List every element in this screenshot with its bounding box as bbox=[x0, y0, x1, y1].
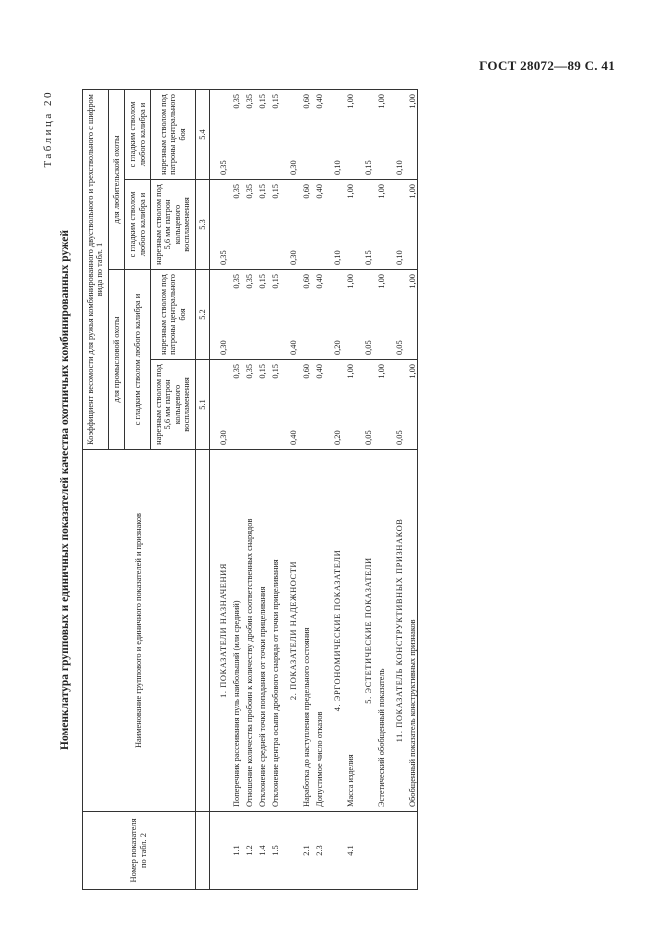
indicator-name: Отношение количества пробоин к количеству дробин соответственных снарядов bbox=[241, 450, 254, 812]
group-coefficient: 0,30 bbox=[218, 340, 228, 355]
coefficient-cell bbox=[373, 270, 386, 360]
section-row bbox=[324, 90, 342, 890]
coefficient-cell bbox=[324, 270, 342, 360]
header-rifled-rimfire-b: нарезным стволом под 5,6 мм патрон кольцевого воспламенения bbox=[151, 180, 196, 270]
group-coefficient: 0,15 bbox=[363, 160, 373, 175]
coefficient-cell bbox=[324, 360, 342, 450]
group-coefficient: 0,35 bbox=[218, 250, 228, 265]
coefficient-cell bbox=[210, 90, 229, 180]
coefficient-cell bbox=[267, 90, 280, 180]
coefficient-cell bbox=[311, 180, 324, 270]
header-number: Номер показателя по табл. 2 bbox=[83, 812, 196, 890]
section-title: 1. ПОКАЗАТЕЛИ НАЗНАЧЕНИЯ bbox=[210, 450, 229, 812]
coefficient-cell bbox=[241, 360, 254, 450]
group-coefficient: 0,40 bbox=[288, 340, 298, 355]
coefficient-cell bbox=[254, 90, 267, 180]
row-number: 1.1 bbox=[228, 812, 241, 890]
coefficient-cell bbox=[298, 90, 311, 180]
item-coefficient: 0,60 bbox=[301, 274, 311, 289]
coefficient-cell bbox=[373, 90, 386, 180]
header-code: 5.1 bbox=[195, 360, 209, 450]
coefficient-cell bbox=[311, 270, 324, 360]
coefficient-cell bbox=[404, 360, 418, 450]
item-coefficient: 0,15 bbox=[270, 94, 280, 109]
coefficient-cell bbox=[386, 360, 404, 450]
header-smooth-bore-1: с гладким стволом любого калибра и bbox=[125, 270, 151, 450]
header-smooth-bore-2: с гладким стволом любого калибра и bbox=[125, 180, 151, 270]
coefficient-cell bbox=[210, 270, 229, 360]
group-coefficient: 0,15 bbox=[363, 250, 373, 265]
item-coefficient: 1,00 bbox=[376, 184, 386, 199]
coefficient-cell bbox=[280, 90, 298, 180]
coefficient-cell bbox=[298, 180, 311, 270]
item-coefficient: 0,35 bbox=[244, 94, 254, 109]
group-coefficient: 0,10 bbox=[332, 160, 342, 175]
coefficient-cell bbox=[280, 360, 298, 450]
coefficient-cell bbox=[373, 360, 386, 450]
coefficient-cell bbox=[210, 180, 229, 270]
indicator-name: Отклонение средней точки попадания от точки прицеливания bbox=[254, 450, 267, 812]
coefficient-cell bbox=[386, 270, 404, 360]
row-number: 2.3 bbox=[311, 812, 324, 890]
header-code: 5.4 bbox=[195, 90, 209, 180]
coefficient-cell bbox=[254, 270, 267, 360]
coefficient-cell bbox=[228, 90, 241, 180]
row-number: 1.2 bbox=[241, 812, 254, 890]
section-title: 5. ЭСТЕТИЧЕСКИЕ ПОКАЗАТЕЛИ bbox=[355, 450, 373, 812]
coefficient-cell bbox=[241, 90, 254, 180]
section-row bbox=[280, 90, 298, 890]
header-amateur-hunting: для любительской охоты bbox=[108, 90, 124, 270]
item-coefficient: 0,15 bbox=[257, 274, 267, 289]
coefficient-cell bbox=[311, 90, 324, 180]
row-number: 2.1 bbox=[298, 812, 311, 890]
row-number bbox=[210, 812, 229, 890]
coefficient-cell bbox=[280, 270, 298, 360]
table-label: Таблица 20 bbox=[42, 90, 54, 168]
coefficient-cell bbox=[324, 90, 342, 180]
table-body bbox=[210, 90, 418, 890]
header-coefficient: Коэффициент весомости для ружья комбинированного двуствольного и трехствольного с шифром вида по табл. 1 bbox=[83, 90, 109, 450]
group-coefficient: 0,10 bbox=[332, 250, 342, 265]
coefficient-cell bbox=[241, 180, 254, 270]
coefficient-table bbox=[82, 89, 418, 890]
header-name: Наименование группового и единичного показателей и признаков bbox=[83, 450, 196, 812]
header-rifled-rimfire: нарезным стволом под 5,6 мм патрон кольцевого воспламенения bbox=[151, 360, 196, 450]
coefficient-cell bbox=[342, 90, 355, 180]
coefficient-cell bbox=[267, 270, 280, 360]
item-coefficient: 0,35 bbox=[231, 94, 241, 109]
header-rifled-centerfire-b: нарезным стволом под патроны центрального боя bbox=[151, 90, 196, 180]
row-number bbox=[280, 812, 298, 890]
section-title: 4. ЭРГОНОМИЧЕСКИЕ ПОКАЗАТЕЛИ bbox=[324, 450, 342, 812]
coefficient-cell bbox=[267, 180, 280, 270]
coefficient-cell bbox=[342, 270, 355, 360]
item-coefficient: 0,15 bbox=[257, 184, 267, 199]
coefficient-cell bbox=[280, 180, 298, 270]
coefficient-cell bbox=[311, 360, 324, 450]
coefficient-cell bbox=[298, 360, 311, 450]
coefficient-cell bbox=[355, 270, 373, 360]
coefficient-cell bbox=[298, 270, 311, 360]
section-row bbox=[210, 90, 229, 890]
table-row bbox=[254, 90, 267, 890]
group-coefficient: 0,40 bbox=[288, 430, 298, 445]
section-row bbox=[355, 90, 373, 890]
header-code: 5.3 bbox=[195, 180, 209, 270]
header-blank-2 bbox=[195, 450, 209, 812]
section-row bbox=[386, 90, 404, 890]
group-coefficient: 0,35 bbox=[218, 160, 228, 175]
coefficient-cell bbox=[342, 360, 355, 450]
group-coefficient: 0,20 bbox=[332, 430, 342, 445]
item-coefficient: 1,00 bbox=[376, 364, 386, 379]
table-row bbox=[404, 90, 418, 890]
indicator-name: Масса изделия bbox=[342, 450, 355, 812]
page-header: ГОСТ 28072—89 С. 41 bbox=[479, 58, 615, 73]
item-coefficient: 1,00 bbox=[376, 274, 386, 289]
table-row bbox=[311, 90, 324, 890]
table-row bbox=[373, 90, 386, 890]
item-coefficient: 0,15 bbox=[270, 364, 280, 379]
item-coefficient: 0,40 bbox=[314, 364, 324, 379]
row-number bbox=[324, 812, 342, 890]
item-coefficient: 1,00 bbox=[345, 364, 355, 379]
item-coefficient: 1,00 bbox=[407, 94, 417, 109]
header-smooth-bore-3: с гладким стволом любого калибра и bbox=[125, 90, 151, 180]
group-coefficient: 0,05 bbox=[394, 340, 404, 355]
table-row bbox=[241, 90, 254, 890]
coefficient-cell bbox=[228, 360, 241, 450]
item-coefficient: 0,35 bbox=[244, 274, 254, 289]
row-number bbox=[373, 812, 386, 890]
item-coefficient: 0,15 bbox=[270, 184, 280, 199]
coefficient-cell bbox=[404, 270, 418, 360]
coefficient-cell bbox=[386, 180, 404, 270]
table-row bbox=[267, 90, 280, 890]
table-row bbox=[228, 90, 241, 890]
indicator-name: Допустимое число отказов bbox=[311, 450, 324, 812]
section-title: 2. ПОКАЗАТЕЛИ НАДЕЖНОСТИ bbox=[280, 450, 298, 812]
group-coefficient: 0,30 bbox=[218, 430, 228, 445]
group-coefficient: 0,30 bbox=[288, 250, 298, 265]
row-number: 1.4 bbox=[254, 812, 267, 890]
indicator-name: Отклонение центра осыпи дробового снаряда от точки прицеливания bbox=[267, 450, 280, 812]
group-coefficient: 0,10 bbox=[394, 250, 404, 265]
section-title: 11. ПОКАЗАТЕЛЬ КОНСТРУКТИВНЫХ ПРИЗНАКОВ bbox=[386, 450, 404, 812]
group-coefficient: 0,05 bbox=[363, 340, 373, 355]
item-coefficient: 0,15 bbox=[257, 364, 267, 379]
indicator-name: Эстетический обобщенный показатель bbox=[373, 450, 386, 812]
group-coefficient: 0,05 bbox=[394, 430, 404, 445]
item-coefficient: 1,00 bbox=[376, 94, 386, 109]
item-coefficient: 0,40 bbox=[314, 274, 324, 289]
coefficient-cell bbox=[254, 360, 267, 450]
coefficient-cell bbox=[355, 180, 373, 270]
coefficient-cell bbox=[404, 90, 418, 180]
item-coefficient: 1,00 bbox=[345, 274, 355, 289]
item-coefficient: 0,35 bbox=[244, 364, 254, 379]
group-coefficient: 0,30 bbox=[288, 160, 298, 175]
item-coefficient: 1,00 bbox=[407, 364, 417, 379]
item-coefficient: 1,00 bbox=[345, 94, 355, 109]
coefficient-cell bbox=[267, 360, 280, 450]
item-coefficient: 0,35 bbox=[231, 364, 241, 379]
group-coefficient: 0,20 bbox=[332, 340, 342, 355]
item-coefficient: 0,15 bbox=[270, 274, 280, 289]
item-coefficient: 0,35 bbox=[244, 184, 254, 199]
item-coefficient: 0,40 bbox=[314, 184, 324, 199]
indicator-name: Обобщенный показатель конструктивных признаков bbox=[404, 450, 418, 812]
coefficient-cell bbox=[386, 90, 404, 180]
coefficient-cell bbox=[373, 180, 386, 270]
coefficient-cell bbox=[228, 270, 241, 360]
item-coefficient: 1,00 bbox=[407, 184, 417, 199]
indicator-name: Поперечник рассеивания пуль наибольший (или средний) bbox=[228, 450, 241, 812]
row-number: 1.5 bbox=[267, 812, 280, 890]
rotated-table-area bbox=[42, 90, 582, 890]
item-coefficient: 0,35 bbox=[231, 274, 241, 289]
coefficient-cell bbox=[254, 180, 267, 270]
row-number bbox=[386, 812, 404, 890]
header-rifled-centerfire: нарезным стволом под патроны центрального боя bbox=[151, 270, 196, 360]
item-coefficient: 0,60 bbox=[301, 94, 311, 109]
table-row bbox=[342, 90, 355, 890]
coefficient-cell bbox=[404, 180, 418, 270]
header-industrial-hunting: для промысловой охоты bbox=[108, 270, 124, 450]
coefficient-cell bbox=[210, 360, 229, 450]
item-coefficient: 0,35 bbox=[231, 184, 241, 199]
group-coefficient: 0,10 bbox=[394, 160, 404, 175]
item-coefficient: 1,00 bbox=[345, 184, 355, 199]
coefficient-cell bbox=[355, 360, 373, 450]
item-coefficient: 0,60 bbox=[301, 364, 311, 379]
header-blank-1 bbox=[195, 812, 209, 890]
header-code: 5.2 bbox=[195, 270, 209, 360]
table-row bbox=[298, 90, 311, 890]
item-coefficient: 0,60 bbox=[301, 184, 311, 199]
coefficient-cell bbox=[228, 180, 241, 270]
item-coefficient: 0,15 bbox=[257, 94, 267, 109]
item-coefficient: 1,00 bbox=[407, 274, 417, 289]
coefficient-cell bbox=[241, 270, 254, 360]
table-title: Номенклатура групповых и единичных показателей качества охотничьих комбинированных ружей bbox=[59, 230, 71, 750]
row-number bbox=[355, 812, 373, 890]
coefficient-cell bbox=[324, 180, 342, 270]
coefficient-cell bbox=[342, 180, 355, 270]
indicator-name: Наработка до наступления предельного состояния bbox=[298, 450, 311, 812]
group-coefficient: 0,05 bbox=[363, 430, 373, 445]
coefficient-cell bbox=[355, 90, 373, 180]
row-number bbox=[404, 812, 418, 890]
item-coefficient: 0,40 bbox=[314, 94, 324, 109]
row-number: 4.1 bbox=[342, 812, 355, 890]
